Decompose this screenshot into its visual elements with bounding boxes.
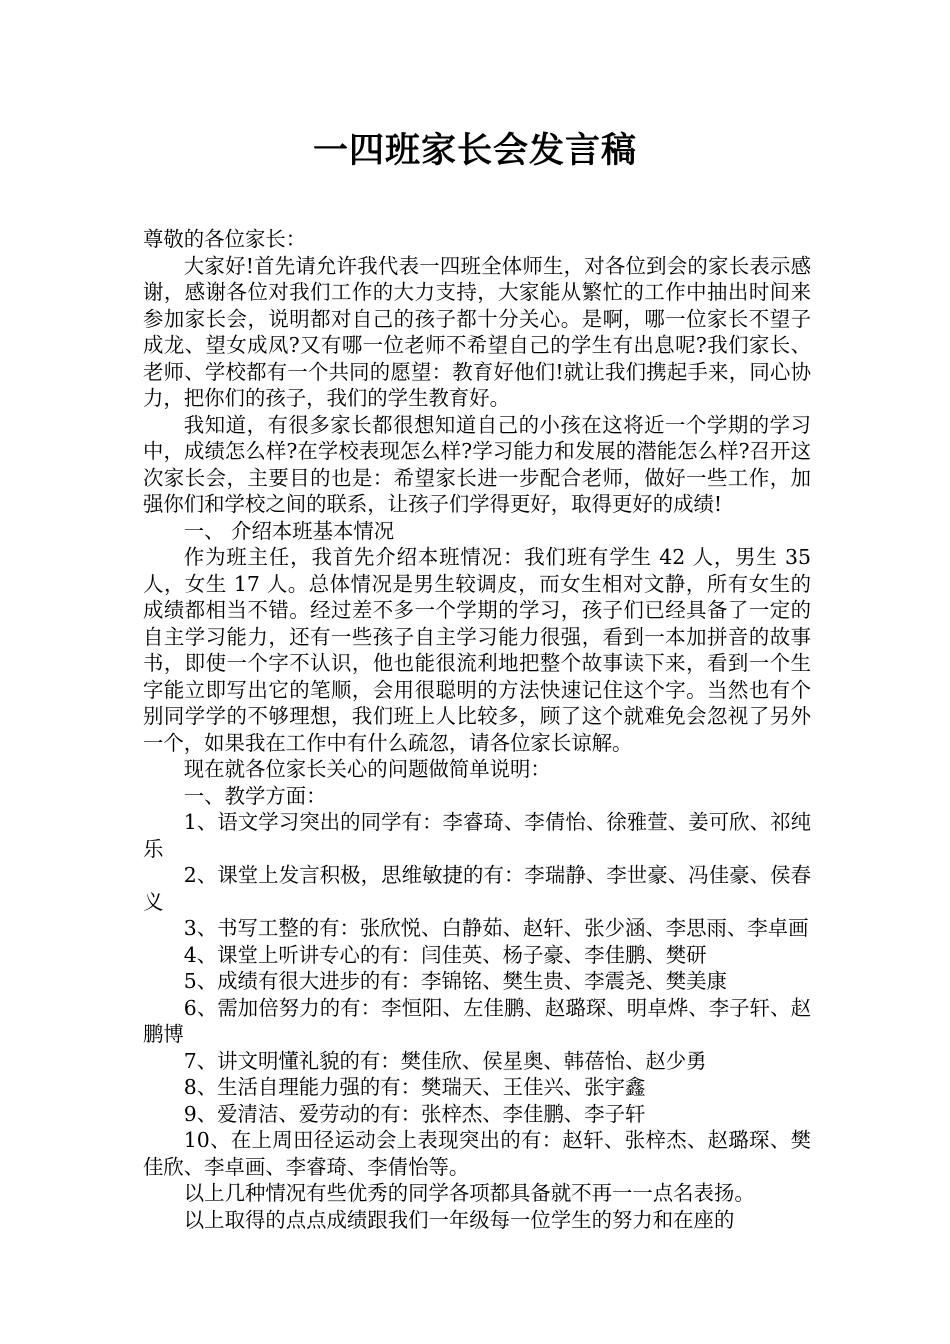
paragraph-class-intro: 作为班主任，我首先介绍本班情况：我们班有学生 42 人，男生 35 人，女生 17 人。总体情况是男生较调皮，而女生相对文静，所有女生的成绩都相当不错。经过差不多一个学期的学习，孩子们已经具备了一定的自主学习能力，还有一些孩子自主学习能力很强，看到一本加拼音的故事书，即使一个字不认识，他也能很流利地把整个故事读下来，看到一个生字能立即写出它的笔顺，会用很聪明的方法快速记住这个字。当然也有个别同学学的不够理想，我们班上人比较多，顾了这个就难免会忽视了另外一个，如果我在工作中有什么疏忽，请各位家长谅解。 — [143, 545, 811, 755]
document-title: 一四班家长会发言稿 — [312, 130, 637, 171]
paragraph-greeting: 大家好!首先请允许我代表一四班全体师生，对各位到会的家长表示感谢，感谢各位对我们工作的大力支持，大家能从繁忙的工作中抽出时间来参加家长会，说明都对自己的孩子都十分关心。是啊，哪一位家长不望子成龙、望女成凤?又有哪一位老师不希望自己的学生有出息呢?我们家长、老师、学校都有一个共同的愿望：教育好他们!就让我们携起手来，同心协力，把你们的孩子，我们的学生教育好。 — [143, 253, 811, 410]
list-item-4: 4、课堂上听讲专心的有：闫佳英、杨子豪、李佳鹏、樊研 — [183, 942, 707, 967]
list-item-3: 3、书写工整的有：张欣悦、白静茹、赵轩、张少涵、李思雨、李卓画 — [183, 916, 809, 940]
list-item-10: 10、在上周田径运动会上表现突出的有：赵轩、张梓杰、赵璐琛、樊佳欣、李卓画、李睿琦、李倩怡等。 — [143, 1128, 811, 1179]
list-item-7: 7、讲文明懂礼貌的有：樊佳欣、侯星奥、韩蓓怡、赵少勇 — [183, 1048, 707, 1073]
list-item-5: 5、成绩有很大进步的有：李锦铭、樊生贵、李震尧、樊美康 — [183, 969, 727, 993]
list-item-2: 2、课堂上发言积极，思维敏捷的有：李瑞静、李世豪、冯佳豪、侯春义 — [143, 863, 811, 914]
paragraph-explanation-intro: 现在就各位家长关心的问题做简单说明： — [183, 757, 551, 781]
paragraph-closing-start: 以上取得的点点成绩跟我们一年级每一位学生的努力和在座的 — [183, 1207, 735, 1232]
list-item-8: 8、生活自理能力强的有：樊瑞天、王佳兴、张宇鑫 — [183, 1075, 646, 1099]
list-item-6: 6、需加倍努力的有：李恒阳、左佳鹏、赵璐琛、明卓烨、李子轩、赵鹏博 — [143, 995, 811, 1046]
list-item-1: 1、语文学习突出的同学有：李睿琦、李倩怡、徐雅萱、姜可欣、祁纯乐 — [143, 810, 811, 861]
paragraph-purpose: 我知道，有很多家长都很想知道自己的小孩在这将近一个学期的学习中，成绩怎么样?在学校表现怎么样?学习能力和发展的潜能怎么样?召开这次家长会，主要目的也是：希望家长进一步配合老师，做好一些工作，加强你们和学校之间的联系，让孩子们学得更好，取得更好的成绩! — [143, 412, 811, 516]
salutation: 尊敬的各位家长： — [143, 227, 307, 251]
document-body — [143, 226, 811, 1233]
paragraph-summary: 以上几种情况有些优秀的同学各项都具备就不再一一点名表扬。 — [183, 1181, 755, 1205]
section-heading-teaching: 一、教学方面： — [183, 783, 327, 808]
section-heading-class-intro: 一、 介绍本班基本情况 — [183, 518, 395, 543]
list-item-9: 9、爱清洁、爱劳动的有：张梓杰、李佳鹏、李子轩 — [183, 1101, 646, 1126]
